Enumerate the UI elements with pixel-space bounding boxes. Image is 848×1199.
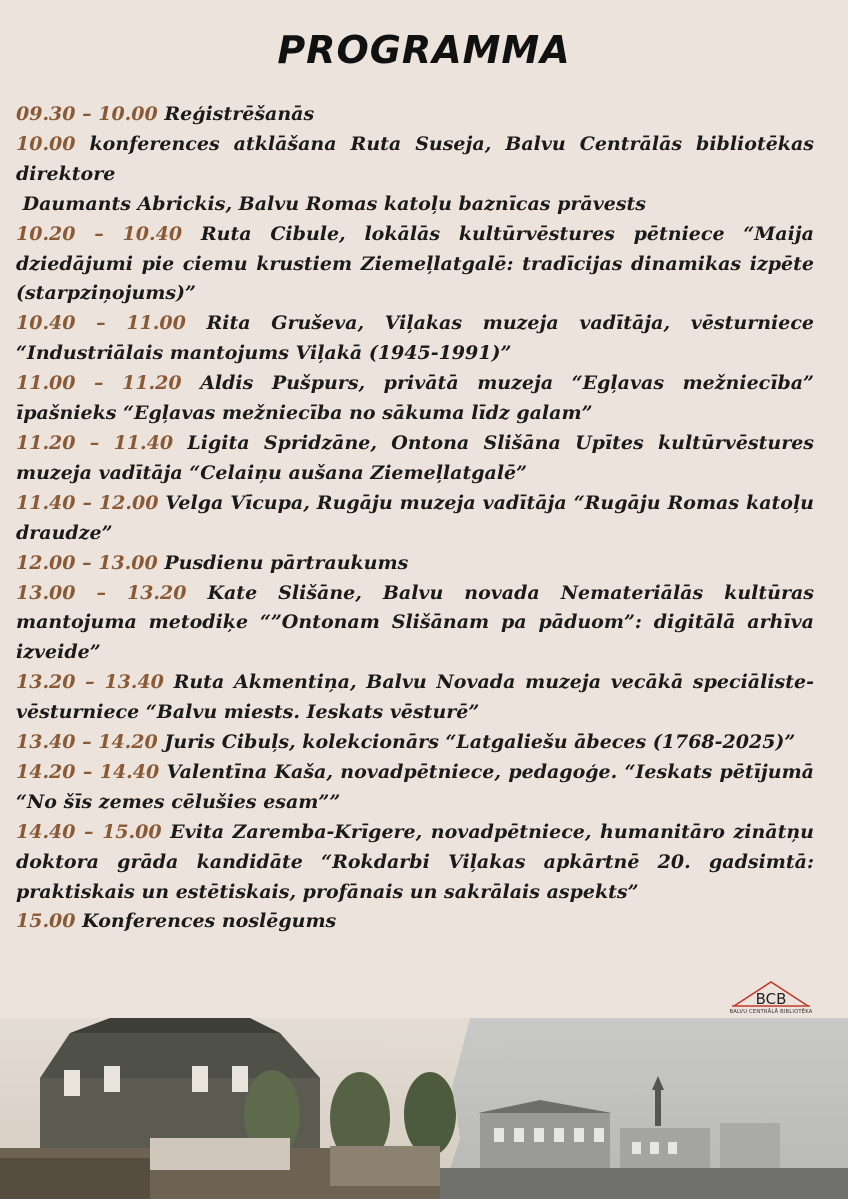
program-time: 09.30 – 10.00 — [16, 103, 158, 125]
program-entry — [16, 190, 814, 220]
page-title: PROGRAMMA — [277, 28, 571, 72]
program-text: konferences atklāšana Ruta Suseja, Balvu Centrālās bibliotēkas direktore — [16, 132, 814, 185]
program-entry — [16, 728, 814, 758]
program-entry — [16, 579, 814, 669]
program-entry — [16, 818, 814, 908]
program-entry — [16, 100, 814, 130]
program-entry — [16, 429, 814, 489]
program-time: 10.40 – 11.00 — [16, 312, 186, 335]
library-logo-icon — [728, 976, 814, 1018]
program-time: 10.20 – 10.40 — [16, 222, 183, 245]
program-text: Daumants Abrickis, Balvu Romas katoļu baznīcas prāvests — [22, 192, 647, 215]
program-entry — [16, 489, 814, 549]
program-time: 11.00 – 11.20 — [16, 372, 182, 395]
program-time: 14.20 – 14.40 — [16, 760, 160, 783]
program-time: 15.00 — [16, 910, 76, 933]
program-time: 13.20 – 13.40 — [16, 671, 164, 694]
program-text: Pusdienu pārtraukums — [164, 551, 409, 574]
program-time: 11.40 – 12.00 — [16, 491, 159, 514]
program-text: Reģistrēšanās — [164, 103, 315, 125]
program-text: Evita Zaremba-Krīgere, novadpētniece, humanitāro zinātņu doktora grāda kandidāte “Rokdarbi Viļakas apkārtnē 20. gadsimtā: praktiskais un estētiskais, profānais un sakrālais aspekts” — [16, 820, 814, 903]
program-entry — [16, 907, 814, 937]
program-time: 13.00 – 13.20 — [16, 581, 187, 604]
logo-letters: BCB — [755, 990, 787, 1008]
program-text: Ruta Akmentiņa, Balvu Novada muzeja vecākā speciāliste-vēsturniece “Balvu miests. Ieskats vēsturē” — [16, 671, 814, 724]
program-entry — [16, 668, 814, 728]
program-time: 14.40 – 15.00 — [16, 820, 162, 843]
program-time: 13.40 – 14.20 — [16, 731, 158, 754]
program-time: 10.00 — [16, 132, 76, 155]
program-time: 12.00 – 13.00 — [16, 551, 158, 574]
logo-caption: BALVU CENTRĀLĀ BIBLIOTĒKA — [729, 1009, 813, 1015]
program-entry — [16, 369, 814, 429]
program-entry — [16, 758, 814, 818]
program-text: Juris Cibuļs, kolekcionārs “Latgaliešu ābeces (1768-2025)” — [164, 731, 796, 754]
program-text: Valentīna Kaša, novadpētniece, pedagoģe. “Ieskats pētījumā “No šīs zemes cēlušies esam”” — [16, 760, 814, 813]
program-text: Velga Vīcupa, Rugāju muzeja vadītāja “Rugāju Romas katoļu draudze” — [16, 491, 814, 544]
program-text: Aldis Pušpurs, privātā muzeja “Egļavas mežniecība” īpašnieks “Egļavas mežniecība no sākuma līdz galam” — [16, 372, 814, 425]
program-text: Ligita Spridzāne, Ontona Slišāna Upītes kultūrvēstures muzeja vadītāja “Celaiņu aušana Ziemeļlatgalē” — [16, 431, 814, 484]
program-text: Konferences noslēgums — [82, 910, 337, 933]
program-entry — [16, 549, 814, 579]
program-text: Kate Slišāne, Balvu novada Nemateriālās kultūras mantojuma metodiķe “”Ontonam Slišānam pa pāduom”: digitālā arhīva izveide” — [16, 581, 814, 664]
program-list — [16, 100, 814, 937]
program-text: Rita Gruševa, Viļakas muzeja vadītāja, vēsturniece “Industriālais mantojums Viļakā (1945-1991)” — [16, 312, 814, 365]
historic-buildings-photo — [0, 1018, 848, 1199]
program-entry — [16, 130, 814, 190]
program-entry — [16, 220, 814, 310]
program-entry — [16, 309, 814, 369]
program-time: 11.20 – 11.40 — [16, 431, 174, 454]
program-text: Ruta Cibule, lokālās kultūrvēstures pētniece “Maija dziedājumi pie ciemu krustiem Ziemeļlatgalē: tradīcijas dinamikas izpēte (starpziņojums)” — [16, 222, 814, 305]
